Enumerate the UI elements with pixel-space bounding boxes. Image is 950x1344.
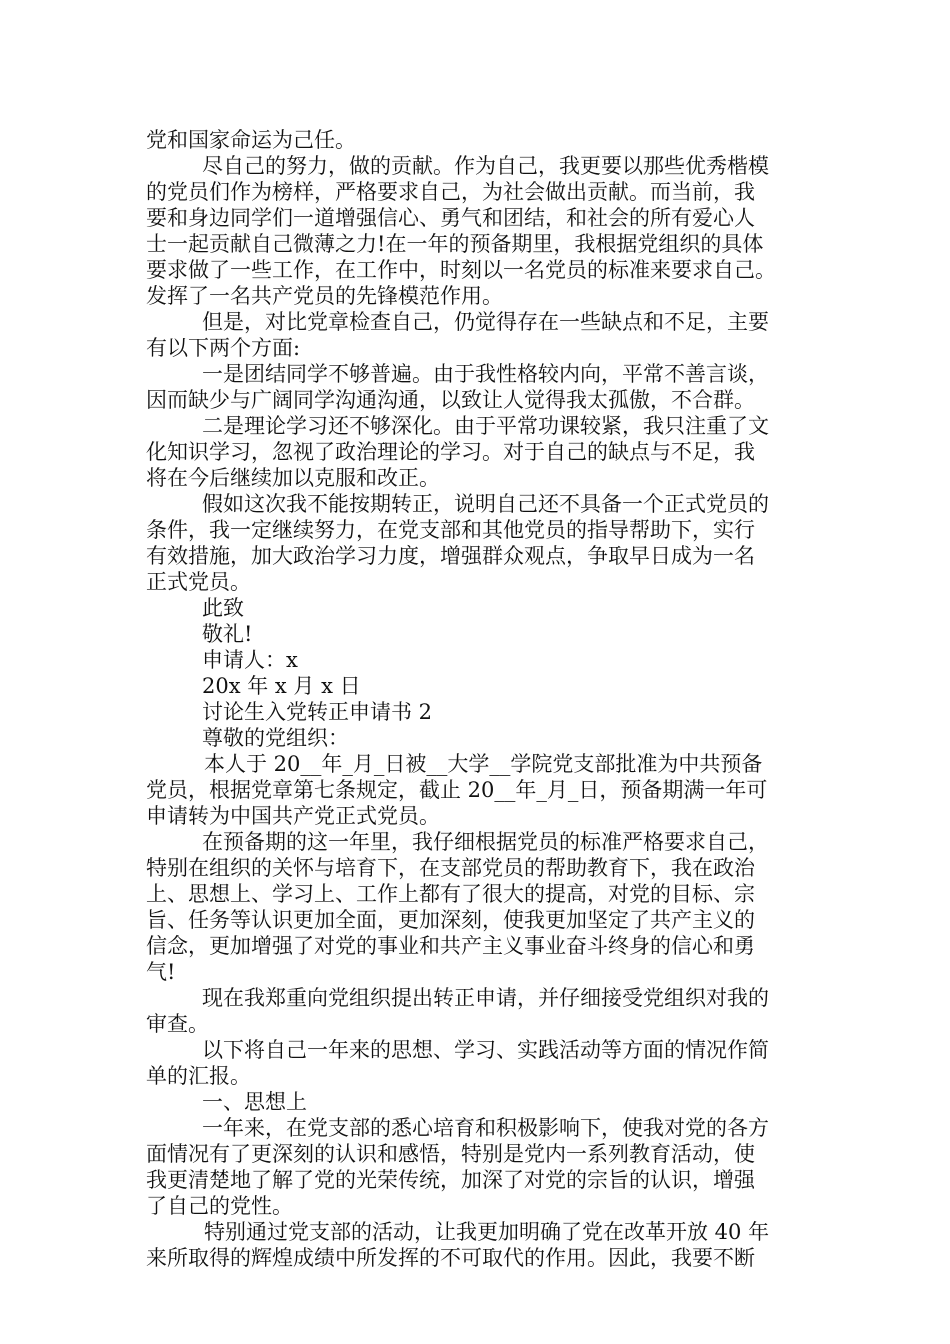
text-line: 正式党员。 — [146, 570, 251, 594]
text-line: 有以下两个方面: — [146, 336, 301, 360]
text-line: 申请转为中国共产党正式党员。 — [146, 804, 440, 828]
text-line: 要和身边同学们一道增强信心、勇气和团结，和社会的所有爱心人 — [146, 206, 755, 230]
text-line: 面情况有了更深刻的认识和感悟，特别是党内一系列教育活动，使 — [146, 1142, 755, 1166]
text-line: 有效措施，加大政治学习力度，增强群众观点，争取早日成为一名 — [146, 544, 755, 568]
text-line: 上、思想上、学习上、工作上都有了很大的提高，对党的目标、宗 — [146, 882, 755, 906]
paragraph-first-line: 尽自己的努力，做的贡献。作为自己，我更要以那些优秀楷模 — [202, 154, 769, 178]
paragraph-first-line: 现在我郑重向党组织提出转正申请，并仔细接受党组织对我的 — [202, 986, 769, 1010]
text-line: 信念，更加增强了对党的事业和共产主义事业奋斗终身的信心和勇 — [146, 934, 755, 958]
paragraph-first-line: 在预备期的这一年里，我仔细根据党员的标准严格要求自己， — [202, 830, 769, 854]
text-line: 发挥了一名共产党员的先锋模范作用。 — [146, 284, 503, 308]
text-line: 特别在组织的关怀与培育下，在支部党员的帮助教育下，我在政治 — [146, 856, 755, 880]
closing-line: 敬礼! — [202, 622, 253, 646]
text-line: 的党员们作为榜样，严格要求自己，为社会做出贡献。而当前，我 — [146, 180, 755, 204]
paragraph-first-line: 但是，对比党章检查自己，仍觉得存在一些缺点和不足，主要 — [202, 310, 769, 334]
paragraph-first-line: 以下将自己一年来的思想、学习、实践活动等方面的情况作简 — [202, 1038, 769, 1062]
text-line: 士一起贡献自己微薄之力!在一年的预备期里，我根据党组织的具体 — [146, 232, 764, 256]
text-line: 审查。 — [146, 1012, 209, 1036]
text-line: 旨、任务等认识更加全面，更加深刻，使我更加坚定了共产主义的 — [146, 908, 755, 932]
text-line: 化知识学习，忽视了政治理论的学习。对于自己的缺点与不足，我 — [146, 440, 755, 464]
text-line: 将在今后继续加以克服和改正。 — [146, 466, 440, 490]
text-line: 党员，根据党章第七条规定，截止 20__年_月_日，预备期满一年可 — [146, 778, 768, 802]
text-line: 要求做了一些工作，在工作中，时刻以一名党员的标准来要求自己。 — [146, 258, 776, 282]
paragraph-first-line: 二是理论学习还不够深化。由于平常功课较紧，我只注重了文 — [202, 414, 769, 438]
closing-line: 此致 — [202, 596, 244, 620]
text-line: 了自己的党性。 — [146, 1194, 293, 1218]
text-line: 来所取得的辉煌成绩中所发挥的不可取代的作用。因此，我要不断 — [146, 1246, 755, 1270]
text-line: 单的汇报。 — [146, 1064, 251, 1088]
text-line: 党和国家命运为己任。 — [146, 128, 356, 152]
section-title: 讨论生入党转正申请书 2 — [202, 700, 433, 724]
section-heading: 一、思想上 — [202, 1090, 307, 1114]
paragraph-first-line: 特别通过党支部的活动，让我更加明确了党在改革开放 40 年 — [204, 1220, 770, 1244]
text-line: 我更清楚地了解了党的光荣传统，加深了对党的宗旨的认识，增强 — [146, 1168, 755, 1192]
paragraph-first-line: 假如这次我不能按期转正，说明自己还不具备一个正式党员的 — [202, 492, 769, 516]
text-line: 因而缺少与广阔同学沟通沟通，以致让人觉得我太孤傲，不合群。 — [146, 388, 755, 412]
salutation: 尊敬的党组织： — [202, 726, 349, 750]
paragraph-first-line: 本人于 20__年_月_日被__大学__学院党支部批准为中共预备 — [204, 752, 763, 776]
date-line: 20x 年 x 月 x 日 — [202, 674, 361, 698]
applicant-line: 申请人：x — [202, 648, 298, 672]
paragraph-first-line: 一年来，在党支部的悉心培育和积极影响下，使我对党的各方 — [202, 1116, 769, 1140]
text-line: 条件，我一定继续努力，在党支部和其他党员的指导帮助下，实行 — [146, 518, 755, 542]
paragraph-first-line: 一是团结同学不够普遍。由于我性格较内向，平常不善言谈， — [202, 362, 769, 386]
text-line: 气! — [146, 960, 176, 984]
